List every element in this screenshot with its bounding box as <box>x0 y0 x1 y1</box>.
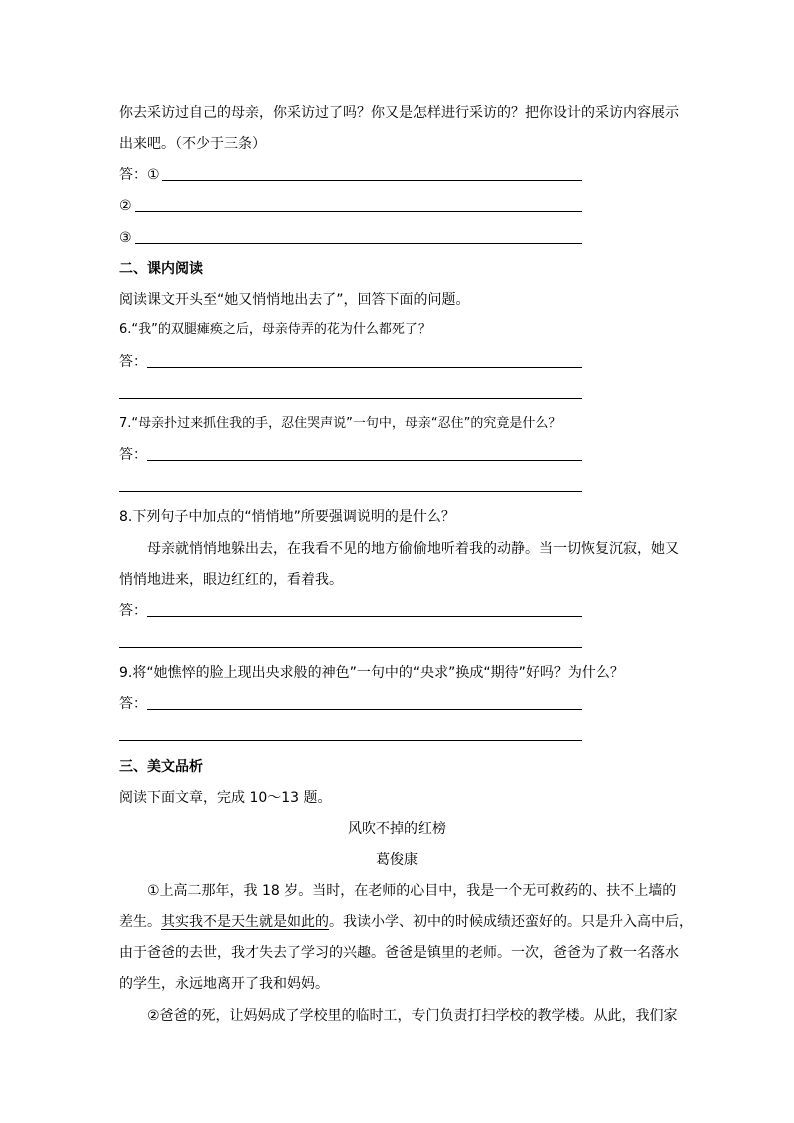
answer-line-1[interactable] <box>162 180 582 181</box>
intro-question-line1: 你去采访过自己的母亲，你采访过了吗？你又是怎样进行采访的？把你设计的采访内容展示 <box>119 105 679 121</box>
q8-quote-line1: 母亲就悄悄地躲出去，在我看不见的地方偷偷地听着我的动静。当一切恢复沉寂，她又 <box>147 541 679 557</box>
q6-answer-label: 答： <box>119 354 147 370</box>
q7-answer-line-2[interactable] <box>119 491 582 492</box>
section2-instruction: 阅读课文开头至“她又悄悄地出去了”，回答下面的问题。 <box>119 292 470 308</box>
intro-question-line2: 出来吧。（不少于三条） <box>119 136 266 152</box>
paragraph-1-line4: 的学生，永远地离开了我和妈妈。 <box>119 976 329 992</box>
paragraph-2-line1: ②爸爸的死，让妈妈成了学校里的临时工，专门负责打扫学校的教学楼。从此，我们家 <box>147 1008 678 1024</box>
p1-line2-end: 。我读小学、初中的时候成绩还蛮好的。只是升入高中后， <box>329 914 693 930</box>
underlined-sentence: 其实我不是天生就是如此的 <box>161 914 329 930</box>
paragraph-1-line2 <box>119 912 693 932</box>
question-9: 9.将“她憔悴的脸上现出央求般的神色”一句中的“央求”换成“期待”好吗？为什么？ <box>119 665 624 681</box>
answer-label-1: 答：① <box>119 167 160 183</box>
article-title: 风吹不掉的红榜 <box>348 821 446 837</box>
q6-answer-line-2[interactable] <box>119 398 582 399</box>
section2-heading: 二、课内阅读 <box>119 261 203 277</box>
p1-line2-start: 差生。 <box>119 914 161 930</box>
q8-answer-line-1[interactable] <box>147 616 582 617</box>
article-author: 葛俊康 <box>376 852 418 868</box>
paragraph-1-line3: 由于爸爸的去世，我才失去了学习的兴趣。爸爸是镇里的老师。一次，爸爸为了救一名落水 <box>119 945 679 961</box>
section3-instruction: 阅读下面文章，完成 10～13 题。 <box>119 790 332 806</box>
question-6: 6.“我”的双腿瘫痪之后，母亲侍弄的花为什么都死了？ <box>119 322 431 337</box>
q8-quote-line2: 悄悄地进来，眼边红红的，看着我。 <box>119 572 343 588</box>
answer-line-3[interactable] <box>135 243 582 244</box>
q8-answer-label: 答： <box>119 603 147 619</box>
q9-answer-label: 答： <box>119 696 147 712</box>
answer-label-3: ③ <box>119 230 132 246</box>
q9-answer-line-2[interactable] <box>119 740 582 741</box>
question-7: 7.“母亲扑过来抓住我的手，忍住哭声说”一句中，母亲“忍住”的究竟是什么？ <box>119 416 562 431</box>
question-8: 8.下列句子中加点的“悄悄地”所要强调说明的是什么？ <box>119 509 455 525</box>
q6-answer-line-1[interactable] <box>147 367 582 368</box>
paragraph-1-line1: ①上高二那年，我 18 岁。当时，在老师的心目中，我是一个无可救药的、扶不上墙的 <box>147 883 677 899</box>
section3-heading: 三、美文品析 <box>119 759 203 775</box>
q7-answer-line-1[interactable] <box>147 460 582 461</box>
q7-answer-label: 答： <box>119 447 147 463</box>
q9-answer-line-1[interactable] <box>147 709 582 710</box>
answer-line-2[interactable] <box>135 211 582 212</box>
answer-label-2: ② <box>119 198 132 214</box>
q8-answer-line-2[interactable] <box>119 647 582 648</box>
